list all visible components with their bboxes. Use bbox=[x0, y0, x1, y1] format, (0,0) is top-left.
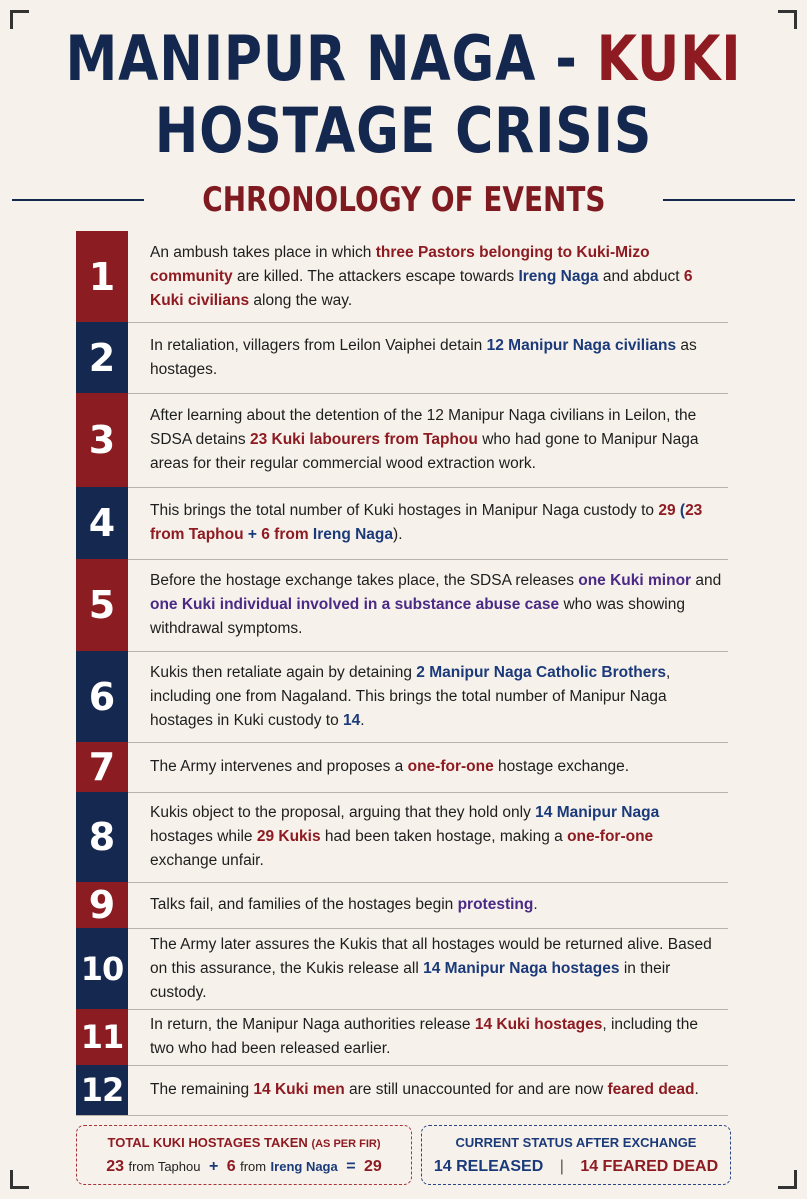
event-text-segment: one-for-one bbox=[567, 828, 654, 845]
event-description bbox=[150, 322, 724, 393]
event-row bbox=[76, 1009, 728, 1066]
event-text-segment: This brings the total number of Kuki hostages in Manipur Naga custody to bbox=[150, 502, 659, 519]
event-text-segment: one-for-one bbox=[407, 758, 494, 775]
event-text-segment: 14 Kuki men bbox=[253, 1081, 345, 1098]
event-text-segment: Ireng Naga bbox=[518, 267, 599, 285]
event-description bbox=[150, 1065, 724, 1115]
subtitle: CHRONOLOGY OF EVENTS bbox=[201, 180, 606, 220]
event-row bbox=[76, 1065, 728, 1116]
event-text-segment: The Army intervenes and proposes a bbox=[150, 758, 408, 775]
event-row bbox=[76, 792, 728, 883]
event-number-badge: 2 bbox=[76, 322, 128, 393]
event-text-segment: as hostages. bbox=[150, 336, 697, 378]
corner-bracket-bottom-right bbox=[778, 1170, 797, 1189]
event-text-segment: one Kuki individual involved in a substance abuse case bbox=[150, 596, 560, 613]
event-text-segment: 23 from Taphou bbox=[150, 502, 703, 543]
current-status-values: 14 RELEASED | 14 FEARED DEAD bbox=[433, 1158, 719, 1175]
event-description bbox=[150, 487, 724, 559]
event-text-segment: are still unaccounted for and are now bbox=[344, 1081, 608, 1098]
event-text-segment: , including one from Nagaland. This brings the total number of Manipur Naga hostages in Kuki custody to bbox=[150, 663, 671, 729]
event-description bbox=[150, 393, 724, 487]
subtitle-rule-left bbox=[12, 199, 144, 201]
event-text-segment: Kukis then retaliate again by detaining bbox=[150, 663, 417, 681]
subtitle-rule-right bbox=[663, 199, 795, 201]
event-number-badge: 6 bbox=[76, 651, 128, 742]
event-description bbox=[150, 882, 724, 928]
event-number-badge: 9 bbox=[76, 882, 128, 928]
event-text-segment: , including the two who had been released earlier. bbox=[150, 1016, 698, 1057]
title-part-naga: MANIPUR NAGA - bbox=[65, 22, 597, 95]
event-text-segment: 2 Manipur Naga Catholic Brothers bbox=[416, 663, 667, 681]
event-description bbox=[150, 928, 724, 1009]
event-number-badge: 11 bbox=[76, 1009, 128, 1065]
event-text-segment: . bbox=[533, 896, 538, 913]
event-number-badge: 1 bbox=[76, 231, 128, 322]
event-text-segment: Talks fail, and families of the hostages begin bbox=[150, 896, 458, 913]
event-row bbox=[76, 231, 728, 323]
event-text-segment: 6 Kuki civilians bbox=[150, 267, 693, 309]
event-text-segment: and bbox=[691, 572, 722, 589]
event-text-segment: 14 bbox=[343, 711, 361, 729]
title-part-kuki: KUKI bbox=[596, 22, 742, 95]
event-text-segment: . bbox=[694, 1081, 699, 1098]
event-text-segment: who was showing withdrawal symptoms. bbox=[150, 596, 685, 637]
event-text-segment: + bbox=[243, 526, 262, 543]
event-description bbox=[150, 559, 724, 651]
released-count: 14 RELEASED bbox=[433, 1158, 544, 1175]
event-row bbox=[76, 882, 728, 929]
event-text-segment: Ireng Naga bbox=[308, 526, 394, 543]
event-description bbox=[150, 651, 724, 742]
event-description bbox=[150, 792, 724, 882]
event-description bbox=[150, 231, 724, 322]
event-text-segment: In retaliation, villagers from Leilon Vaiphei detain bbox=[150, 336, 487, 354]
event-text-segment: 29 bbox=[658, 502, 676, 519]
event-row bbox=[76, 928, 728, 1010]
subtitle-row bbox=[0, 178, 807, 222]
event-number-badge: 8 bbox=[76, 792, 128, 882]
event-text-segment: 29 Kukis bbox=[256, 828, 321, 845]
current-status-box bbox=[421, 1125, 731, 1185]
event-number-badge: 5 bbox=[76, 559, 128, 651]
event-text-segment: hostages while bbox=[150, 828, 257, 845]
event-number-badge: 12 bbox=[76, 1065, 128, 1115]
corner-bracket-bottom-left bbox=[10, 1170, 29, 1189]
event-text-segment: protesting bbox=[457, 896, 534, 913]
event-text-segment: 6 from bbox=[261, 526, 309, 543]
total-hostages-breakdown: 23 from Taphou + 6 from Ireng Naga = 29 bbox=[106, 1158, 382, 1175]
event-text-segment: exchange unfair. bbox=[150, 852, 264, 869]
current-status-heading: CURRENT STATUS AFTER EXCHANGE bbox=[455, 1135, 697, 1150]
event-text-segment: 23 Kuki labourers from Taphou bbox=[249, 431, 478, 448]
event-text-segment: who had gone to Manipur Naga areas for their regular commercial wood extraction work. bbox=[150, 431, 699, 472]
event-text-segment: along the way. bbox=[249, 291, 353, 309]
event-text-segment: An ambush takes place in which bbox=[150, 243, 376, 261]
total-hostages-heading: TOTAL KUKI HOSTAGES TAKEN (AS PER FIR) bbox=[107, 1135, 381, 1150]
main-title-line1 bbox=[65, 22, 743, 96]
event-row bbox=[76, 322, 728, 394]
event-text-segment: The Army later assures the Kukis that all hostages would be returned alive. Based on this assurance, the Kukis release all bbox=[150, 935, 712, 977]
event-row bbox=[76, 742, 728, 793]
feared-dead-count: 14 FEARED DEAD bbox=[580, 1158, 719, 1175]
main-title-line2: HOSTAGE CRISIS bbox=[154, 94, 653, 167]
event-description bbox=[150, 742, 724, 792]
event-text-segment: Kukis object to the proposal, arguing that they hold only bbox=[150, 804, 536, 821]
event-text-segment: After learning about the detention of the 12 Manipur Naga civilians in Leilon, the SDSA detains bbox=[150, 407, 697, 448]
event-description bbox=[150, 1009, 724, 1065]
event-row bbox=[76, 559, 728, 652]
event-text-segment: In return, the Manipur Naga authorities release bbox=[150, 1016, 475, 1033]
event-text-segment: feared dead bbox=[607, 1081, 695, 1098]
event-row bbox=[76, 651, 728, 743]
event-text-segment: . bbox=[360, 711, 365, 729]
event-number-badge: 3 bbox=[76, 393, 128, 487]
event-text-segment: 14 Manipur Naga hostages bbox=[423, 959, 620, 977]
event-text-segment: hostage exchange. bbox=[493, 758, 630, 775]
event-text-segment: in their custody. bbox=[150, 959, 671, 1001]
event-text-segment: 14 Manipur Naga bbox=[535, 804, 660, 821]
event-text-segment: are killed. The attackers escape towards bbox=[232, 267, 519, 285]
event-text-segment: 14 Kuki hostages bbox=[474, 1016, 603, 1033]
event-text-segment: had been taken hostage, making a bbox=[320, 828, 568, 845]
event-row bbox=[76, 393, 728, 488]
event-text-segment: ). bbox=[393, 526, 403, 543]
corner-bracket-top-right bbox=[778, 10, 797, 29]
event-text-segment: one Kuki minor bbox=[578, 572, 692, 589]
total-hostages-box bbox=[76, 1125, 412, 1185]
event-text-segment: ( bbox=[675, 502, 686, 519]
event-text-segment: three Pastors belonging to Kuki-Mizo community bbox=[150, 243, 650, 285]
event-number-badge: 7 bbox=[76, 742, 128, 792]
event-number-badge: 10 bbox=[76, 928, 128, 1009]
event-number-badge: 4 bbox=[76, 487, 128, 559]
corner-bracket-top-left bbox=[10, 10, 29, 29]
event-text-segment: 12 Manipur Naga civilians bbox=[486, 336, 677, 354]
event-row bbox=[76, 487, 728, 560]
event-text-segment: Before the hostage exchange takes place, the SDSA releases bbox=[150, 572, 579, 589]
event-text-segment: and abduct bbox=[598, 267, 684, 285]
event-text-segment: The remaining bbox=[150, 1081, 254, 1098]
